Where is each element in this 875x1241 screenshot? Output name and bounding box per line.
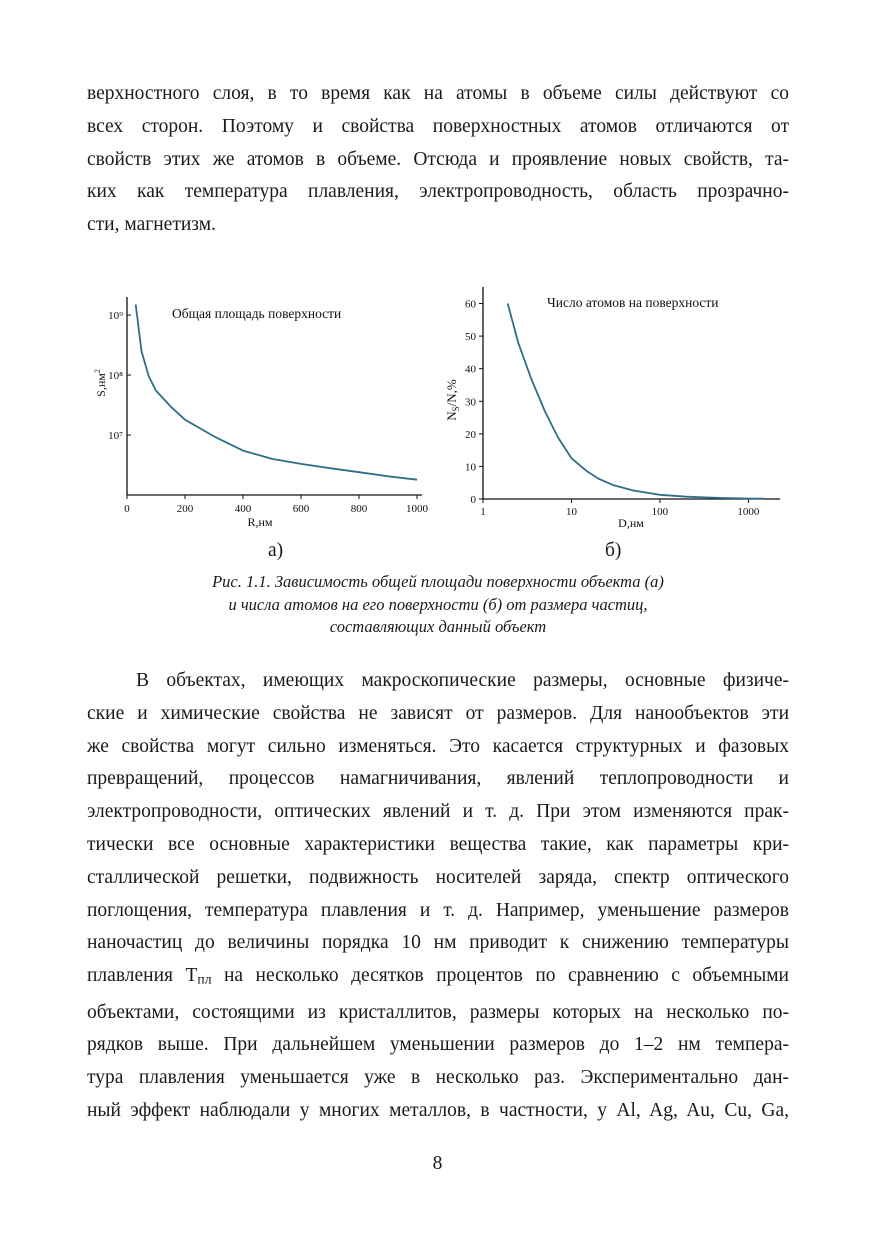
series-line	[136, 305, 417, 480]
y-tick-label: 10⁷	[108, 430, 123, 443]
y-tick-label: 20	[465, 428, 476, 441]
figure-label-b: б)	[605, 540, 622, 561]
text-line: рядков выше. При дальнейшем уменьшении размеров до 1–2 нм темпера-	[87, 1034, 789, 1056]
paragraph-top	[87, 78, 789, 242]
x-tick-label: 800	[350, 503, 368, 515]
figure-caption	[87, 571, 789, 639]
text-line: электропроводности, оптических явлений и т. д. При этом изменяются прак-	[87, 801, 789, 823]
chart-surface-atoms	[443, 283, 788, 533]
x-tick-label: 1	[480, 506, 486, 518]
text-line: же свойства могут сильно изменяться. Это касается структурных и фазовых	[87, 735, 789, 757]
text-line: превращений, процессов намагничивания, явлений теплопроводности и	[87, 768, 789, 790]
page-number: 8	[432, 1153, 443, 1174]
text-line: объектами, состоящими из кристаллитов, размеры которых на несколько по-	[87, 1001, 789, 1023]
paragraph-main	[87, 665, 789, 1128]
series-line	[508, 304, 764, 499]
chart-b-xlabel: D,нм	[618, 516, 644, 530]
x-tick-label: 1000	[406, 503, 428, 515]
text-line: В объектах, имеющих макроскопические размеры, основные физиче-	[136, 670, 789, 691]
text-line: всех сторон. Поэтому и свойства поверхностных атомов отличаются от	[87, 115, 789, 137]
y-tick-label: 0	[470, 494, 476, 506]
text-line: тически все основные характеристики вещества такие, как параметры кри-	[87, 833, 789, 855]
text-line-tpl: плавления Tпл на несколько десятков процентов по сравнению с объемными	[87, 965, 789, 987]
text-line: тура плавления уменьшается уже в несколько раз. Экспериментально дан-	[87, 1067, 789, 1089]
caption-line: и числа атомов на его поверхности (б) от размера частиц,	[228, 594, 648, 614]
figure-label-a: а)	[268, 540, 284, 561]
x-tick-label: 100	[651, 506, 669, 518]
chart-b-axes	[483, 287, 780, 499]
x-tick-label: 0	[124, 503, 130, 515]
chart-a-title: Общая площадь поверхности	[172, 306, 342, 321]
x-tick-label: 200	[176, 503, 194, 515]
x-tick-label: 1000	[737, 506, 760, 518]
y-tick-label: 10⁸	[108, 370, 123, 383]
x-tick-label: 10	[565, 506, 577, 518]
text-line: ный эффект наблюдали у многих металлов, в частности, у Al, Ag, Au, Cu, Ga,	[87, 1100, 789, 1122]
text-line: поглощения, температура плавления и т. д. Например, уменьшение размеров	[87, 899, 789, 921]
text-line: наночастиц до величины порядка 10 нм приводит к снижению температуры	[87, 932, 789, 954]
text-line: сталлической решетки, подвижность носителей заряда, спектр оптического	[87, 866, 789, 888]
y-tick-label: 10⁹	[108, 310, 123, 323]
text-line: свойств этих же атомов в объеме. Отсюда и проявление новых свойств, та-	[87, 148, 789, 170]
y-tick-label: 40	[465, 363, 476, 376]
chart-a-axes	[127, 297, 422, 495]
x-tick-label: 400	[234, 503, 252, 515]
chart-b-ylabel: $N_S/N,\%$	[444, 379, 461, 421]
chart-surface-area	[85, 283, 430, 533]
y-tick-label: 10	[465, 461, 476, 474]
chart-b-title: Число атомов на поверхности	[547, 295, 719, 310]
y-tick-label: 60	[465, 298, 476, 311]
text-line: ких как температура плавления, электропроводность, область прозрачно-	[87, 181, 789, 203]
caption-line: Рис. 1.1. Зависимость общей площади поверхности объекта (а)	[212, 572, 664, 591]
chart-a-xlabel: R,нм	[247, 515, 273, 529]
chart-a-ylabel: $S,нм^2$	[93, 369, 108, 397]
caption-line: составляющих данный объект	[329, 617, 547, 636]
y-tick-label: 50	[465, 331, 476, 344]
text-line: сти, магнетизм.	[87, 214, 216, 236]
y-tick-label: 30	[465, 396, 476, 409]
x-tick-label: 600	[292, 503, 310, 515]
text-line: ские и химические свойства не зависят от размеров. Для нанообъектов эти	[87, 702, 789, 724]
text-line: верхностного слоя, в то время как на атомы в объеме силы действуют со	[87, 83, 789, 104]
